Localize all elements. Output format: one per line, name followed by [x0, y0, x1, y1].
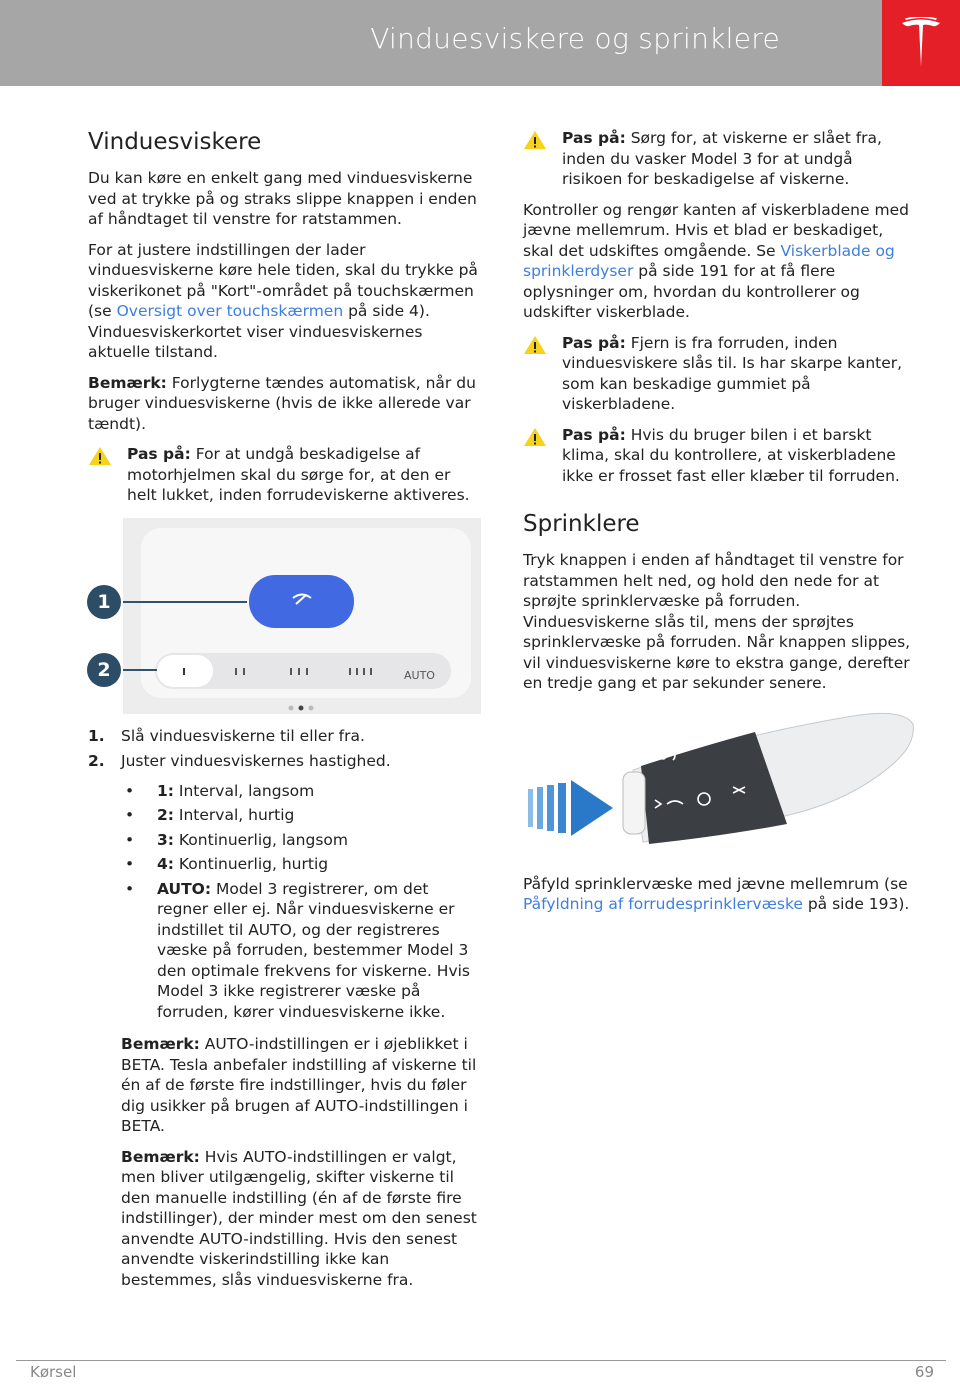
caution-text: For at undgå beskadigelse af motorhjelmen skal du sørge for, at den er helt lukket, inden forrudeviskerne aktiveres.	[127, 445, 470, 504]
note	[88, 373, 482, 435]
warning-icon	[523, 335, 547, 355]
step-text: Slå vinduesviskerne til eller fra.	[121, 726, 365, 745]
footer-divider	[16, 1360, 946, 1361]
item-label: 2:	[157, 806, 174, 824]
right-column	[523, 128, 917, 925]
caution-text: Hvis du bruger bilen i et barskt klima, skal du kontrollere, at viskerbladene ikke er frosset fast eller klæber til forruden.	[562, 425, 900, 485]
link-washer-fluid[interactable]: Påfyldning af forrudesprinklervæske	[523, 895, 803, 913]
caution-label: Pas på:	[127, 445, 191, 463]
item-text: Kontinuerlig, hurtig	[173, 855, 329, 873]
note-label: Bemærk:	[121, 1035, 200, 1053]
note	[121, 1147, 482, 1291]
bullet: •	[125, 855, 135, 873]
caution-block	[523, 425, 917, 487]
callout-1	[87, 585, 121, 619]
page-number: 69	[914, 1363, 934, 1381]
bullet: •	[125, 830, 135, 849]
stalk-illustration	[523, 704, 916, 854]
callout-number: 1	[97, 590, 111, 613]
caution-label: Pas på:	[562, 333, 626, 352]
caution-block	[88, 444, 482, 506]
list-item	[121, 879, 482, 1023]
paragraph: Du kan køre en enkelt gang med vinduesviskerne ved at trykke på og straks slippe knappen i enden af håndtaget til venstre for ratstammen.	[88, 169, 477, 228]
page-title: Vinduesviskere og sprinklere	[370, 22, 780, 55]
warning-icon	[523, 427, 547, 447]
wiper-card-figure	[97, 518, 481, 714]
bullet: •	[125, 781, 135, 800]
paragraph	[523, 874, 917, 915]
auto-label: AUTO	[404, 668, 435, 682]
list-item	[121, 805, 482, 826]
section-heading-wipers: Vinduesviskere	[88, 129, 262, 155]
section-heading-sprinklers: Sprinklere	[523, 511, 640, 537]
note-text: Forlygterne tændes automatisk, når du bruger vinduesviskerne (hvis de ikke allerede var tændt).	[88, 373, 476, 433]
footer-section: Kørsel	[30, 1363, 77, 1381]
step-item	[88, 726, 482, 747]
list-item	[121, 830, 482, 851]
bullet: •	[125, 806, 135, 824]
item-label: AUTO:	[157, 879, 212, 898]
text: Påfyld sprinklervæske med jævne mellemrum (se	[523, 874, 908, 893]
item-label: 1:	[157, 781, 174, 800]
speed-list	[121, 781, 482, 1023]
text: Kontroller og rengør kanten af viskerbladene med jævne mellemrum. Hvis et blad er beskadiget, skal det udskiftes omgående. Se	[523, 200, 909, 260]
warning-icon	[88, 446, 112, 466]
step-text: Juster vinduesviskernes hastighed.	[121, 752, 391, 770]
note-text: Hvis AUTO-indstillingen er valgt, men bliver utilgængelig, skifter viskerne til den manuelle indstilling (én af de første fire indstillinger), der minder mest om den senest anvendte AUTO-indstilling. Hvis den senest anvendte viskerindstilling ikke kan bestemmes, slås vinduesviskerne fra.	[121, 1147, 477, 1289]
tesla-logo-icon	[900, 17, 942, 69]
text: på side 193).	[802, 895, 910, 913]
paragraph	[88, 240, 482, 363]
steps-list	[88, 726, 482, 772]
tesla-logo	[882, 0, 960, 86]
item-label: 4:	[157, 855, 174, 873]
note-text: AUTO-indstillingen er i øjeblikket i BETA. Tesla anbefaler indstilling af viskerne til én af de første fire indstillinger, hvis du føler dig usikker på brugen af AUTO-indstillingen i BETA.	[121, 1035, 477, 1135]
caution-block	[523, 333, 917, 415]
paragraph	[523, 200, 917, 323]
link-touchscreen-overview[interactable]: Oversigt over touchskærmen	[116, 302, 344, 320]
stalk-figure	[523, 704, 916, 854]
push-arrow	[528, 780, 613, 836]
caution-text: Sørg for, at viskerne er slået fra, inden du vasker Model 3 for at undgå risikoen for beskadigelse af viskerne.	[562, 129, 882, 188]
item-text: Interval, hurtig	[173, 806, 295, 824]
step-number: 2.	[88, 752, 105, 770]
left-column	[88, 128, 482, 1300]
item-label: 3:	[157, 830, 174, 849]
paragraph: Tryk knappen i enden af håndtaget til venstre for ratstammen helt ned, og hold den nede for at sprøjte sprinklervæske på forruden. Vinduesviskerne slås til, mens der sprøjtes sprinklervæske på forruden. Når knappen slippes, vil vinduesviskerne køre to ekstra gange, derefter en tredje gang et par sekunder senere.	[523, 551, 911, 692]
wiper-toggle-button	[249, 575, 354, 628]
item-text: Interval, langsom	[173, 781, 315, 800]
note	[121, 1034, 482, 1137]
list-item	[121, 781, 482, 802]
warning-icon	[523, 130, 547, 150]
text: For at justere indstillingen der lader vinduesviskerne køre hele tiden, skal du trykke på viskerikonet på "Kort"-området på touchskærmen (se	[88, 240, 478, 320]
caution-text: Fjern is fra forruden, inden vinduesviskere slås til. Is har skarpe kanter, som kan beskadige gummiet på viskerbladene.	[562, 333, 903, 413]
text: på side 4). Vinduesviskerkortet viser vinduesviskernes aktuelle tilstand.	[88, 302, 430, 361]
step-number: 1.	[88, 726, 105, 745]
caution-label: Pas på:	[562, 425, 626, 444]
list-item	[121, 854, 482, 875]
caution-block	[523, 128, 917, 190]
link-wiper-blades[interactable]: Viskerblade og sprinklerdyser	[523, 241, 895, 280]
step-item	[88, 751, 482, 772]
item-text: Kontinuerlig, langsom	[173, 830, 348, 849]
callout-number: 2	[97, 658, 111, 681]
caution-label: Pas på:	[562, 129, 626, 147]
item-text: Model 3 registrerer, om det regner eller ej. Når vinduesviskerne er indstillet til AUTO, og der registreres væske på forruden, bestemmer Model 3 den optimale frekvens for viskerne. Hvis Model 3 ikke registrerer væske på forruden, kører vinduesviskerne ikke.	[157, 879, 471, 1021]
page-header	[0, 0, 882, 86]
bullet: •	[125, 879, 135, 898]
note-label: Bemærk:	[121, 1147, 200, 1166]
note-label: Bemærk:	[88, 373, 167, 392]
callout-2	[87, 653, 121, 687]
text: på side 191 for at få flere oplysninger om, hvordan du kontrollerer og udskifter viskerblade.	[523, 262, 860, 321]
